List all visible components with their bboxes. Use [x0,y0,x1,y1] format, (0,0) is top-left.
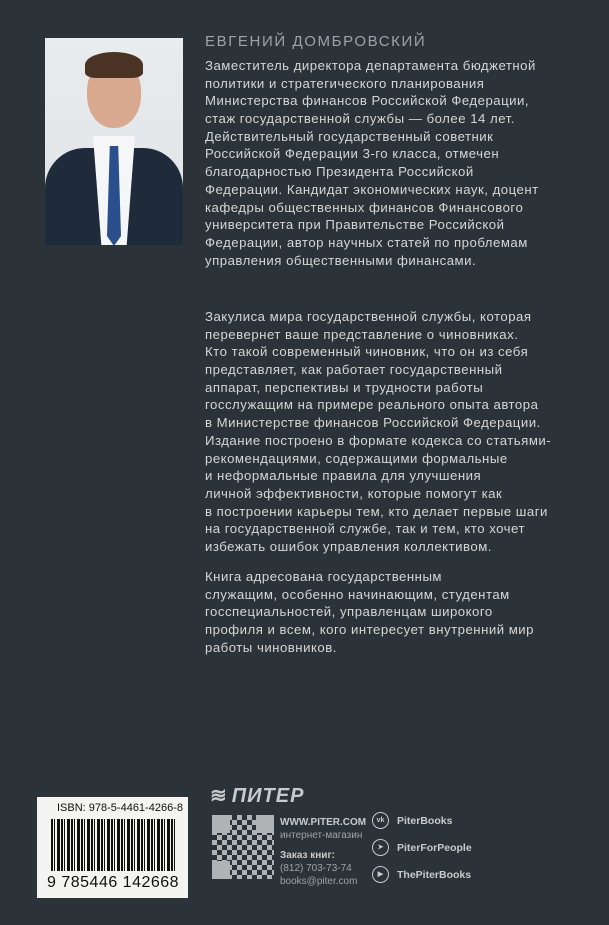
bio-line: Федерации, автор научных статей по проблемам [205,234,528,250]
bio-line: стаж государственной службы — более 14 лет. [205,111,515,127]
vk-icon: vk [372,812,389,829]
description-line: Издание построено в формате кодекса со статьями- [205,432,552,448]
isbn-text: ISBN: 978-5-4461-4266-8 [57,802,183,814]
bio-line: политики и стратегического планирования [205,75,485,91]
description-line: и неформальные правила для улучшения [205,468,482,484]
barcode-bars [51,819,177,871]
order-label: Заказ книг: [280,850,335,861]
email-link[interactable]: books@piter.com [280,876,358,887]
youtube-icon: ▶ [372,866,389,883]
description-line: представляет, как работает государственный [205,362,503,378]
author-name: ЕВГЕНИЙ ДОМБРОВСКИЙ [205,33,427,50]
author-photo [45,38,183,245]
telegram-icon: ➤ [372,839,389,856]
bio-line: Федерации. Кандидат экономических наук, доцент [205,181,539,197]
social-label: PiterBooks [397,814,453,827]
description-line: Кто такой современный чиновник, что он из себя [205,344,529,360]
description-line: перевернет ваше представление о чиновниках. [205,326,519,342]
social-vk[interactable] [372,812,452,829]
description-line: госслужащим на примере реального опыта автора [205,397,539,413]
bio-line: кафедры общественных финансов Финансового [205,199,524,215]
description-line: аппарат, перспективы и трудности работы [205,379,484,395]
phone: (812) 703-73-74 [280,863,352,874]
description-line: избежать ошибок управления коллективом. [205,538,492,554]
bio-line: благодарностью Президента Российской [205,164,474,180]
isbn-barcode [37,797,188,898]
publisher-logo [210,784,304,808]
barcode-number: 9 785446 142668 [47,874,180,891]
social-youtube[interactable] [372,866,471,883]
social-label: PiterForPeople [397,841,472,854]
book-description [205,308,551,556]
audience-line: работы чиновников. [205,639,337,655]
bio-line: Российской Федерации 3-го класса, отмечен [205,146,500,162]
website-caption: интернет-магазин [280,830,363,841]
audience-line: Книга адресована государственным [205,569,442,584]
website-link[interactable]: WWW.PITER.COM [280,817,367,828]
audience-line: служащим, особенно начинающим, студентам [205,586,510,602]
description-line: личной эффективности, которые помогут как [205,485,503,501]
description-line: Закулиса мира государственной службы, которая [205,309,532,324]
description-line: в построении карьеры тем, кто делает первые шаги [205,503,548,519]
book-audience [205,568,534,656]
bio-line: университета при Правительстве Российской [205,217,505,233]
audience-line: профиля и всем, кого интересует внутренний мир [205,622,535,638]
bio-line: Заместитель директора департамента бюджетной [205,58,536,73]
description-line: на государственной службе, так и тем, кто хочет [205,521,525,537]
qr-code [212,815,274,879]
bio-line: Министерства финансов Российской Федерации, [205,93,530,109]
bio-line: Действительный государственный советник [205,128,494,144]
description-line: в Министерстве финансов Российской Федерации. [205,415,541,431]
social-telegram[interactable] [372,839,472,856]
audience-line: госспециальностей, управленцам широкого [205,604,493,620]
social-label: ThePiterBooks [397,868,472,881]
logo-text: ПИТЕР [231,785,305,807]
piter-logo-icon: ≋ [210,785,228,807]
bio-line: управления общественными финансами. [205,252,477,268]
description-line: рекомендациями, содержащими формальные [205,450,508,466]
author-bio [205,57,539,269]
